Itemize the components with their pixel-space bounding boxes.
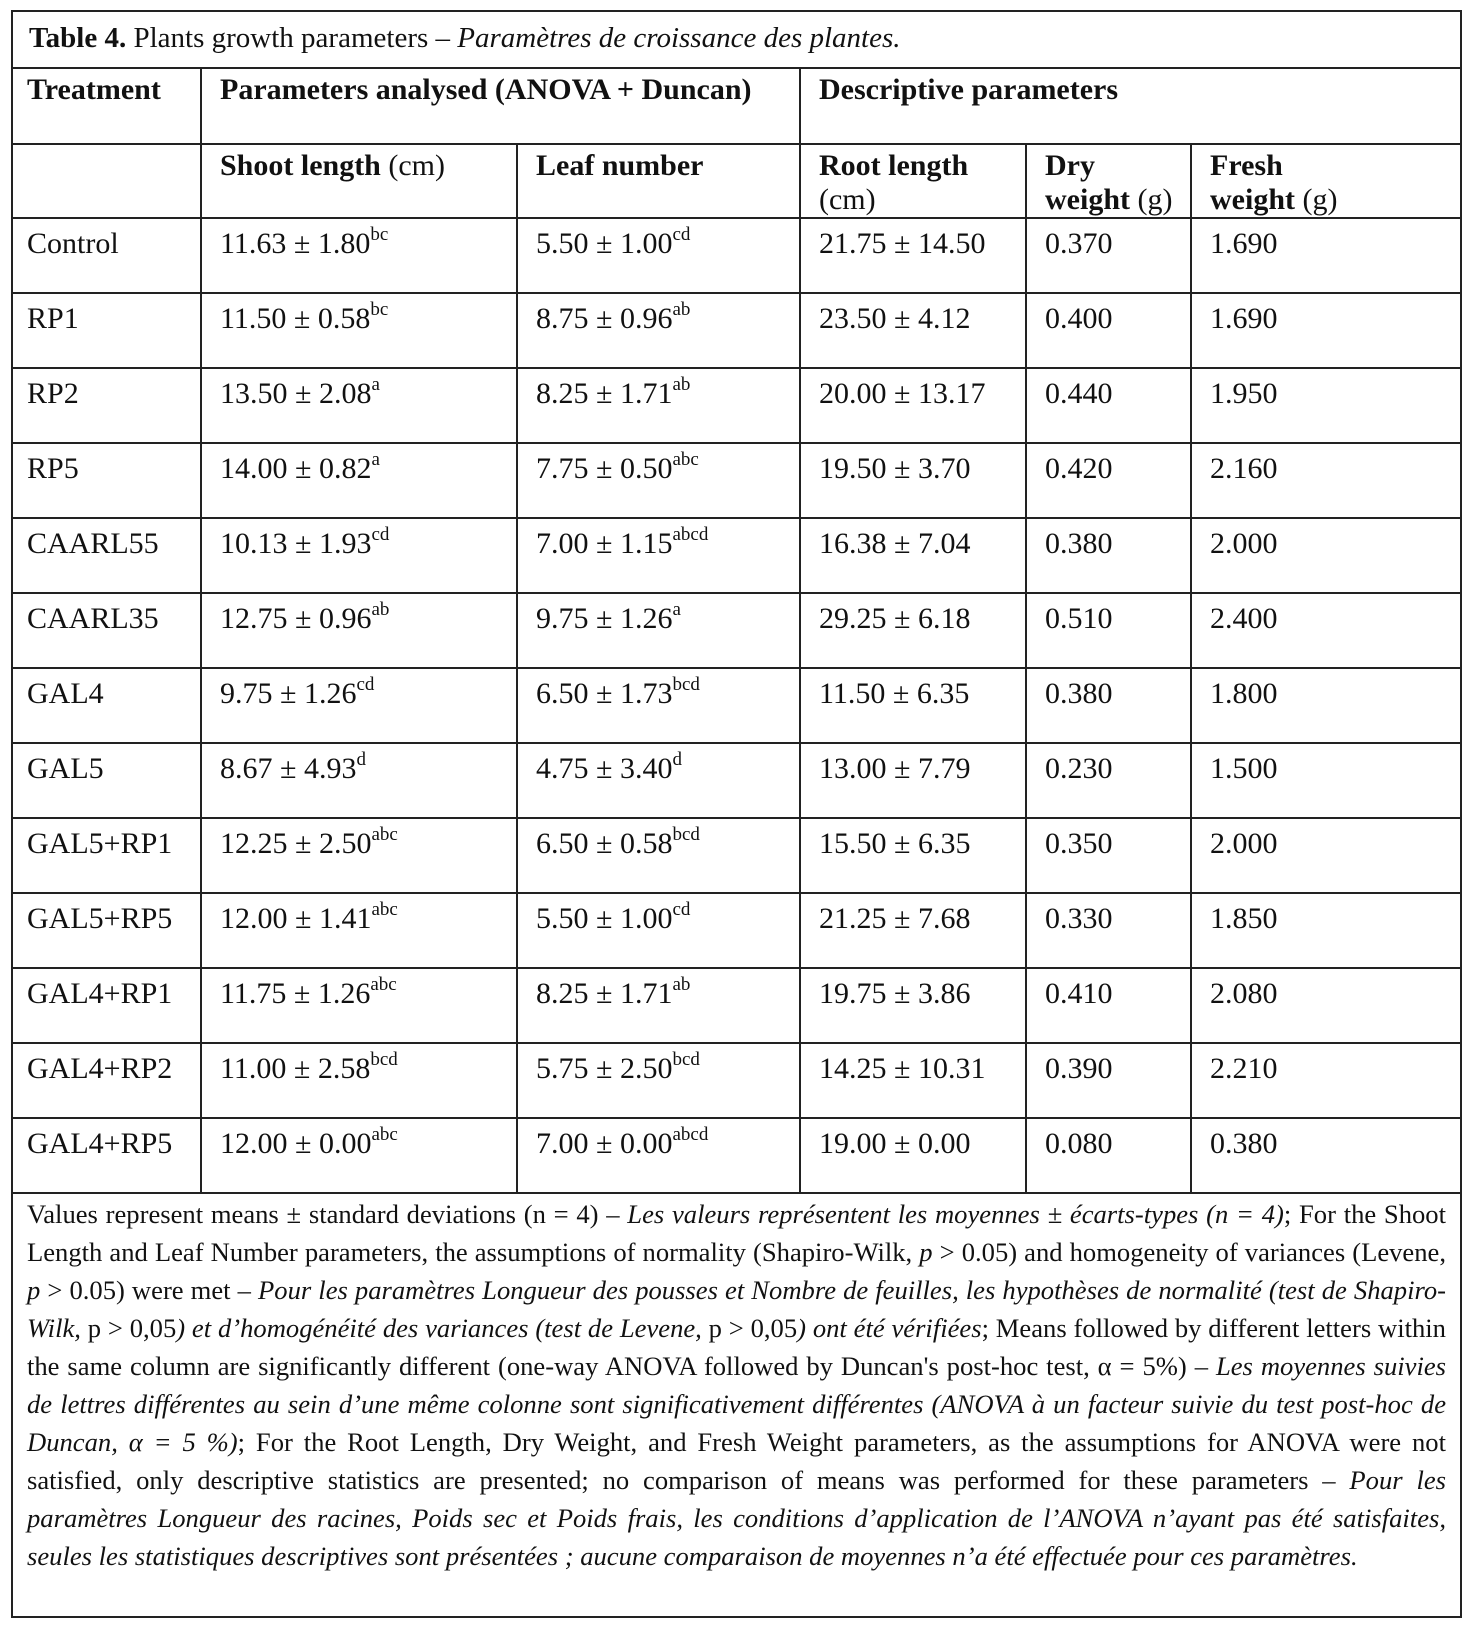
significance-letters: abcd bbox=[672, 1124, 709, 1145]
root-length-cell bbox=[800, 968, 1026, 1043]
leaf-number-name: Leaf number bbox=[536, 149, 704, 182]
treatment-subheader bbox=[13, 144, 201, 218]
shoot-length-unit: (cm) bbox=[380, 149, 446, 182]
treatment-cell-value: GAL5+RP5 bbox=[27, 902, 173, 935]
root-length-cell-value: 21.25 ± 7.68 bbox=[819, 902, 971, 935]
fresh-weight-cell-value: 1.690 bbox=[1210, 302, 1278, 335]
shoot-length-cell bbox=[201, 818, 517, 893]
significance-letters: bcd bbox=[672, 824, 700, 845]
dry-weight-cell-value: 0.380 bbox=[1045, 677, 1113, 710]
leaf-number-cell bbox=[517, 368, 800, 443]
treatment-cell-value: GAL4+RP1 bbox=[27, 977, 173, 1010]
root-length-cell-value: 15.50 ± 6.35 bbox=[819, 827, 971, 860]
treatment-cell-value: GAL5+RP1 bbox=[27, 827, 173, 860]
leaf-number-cell bbox=[517, 968, 800, 1043]
note-p-symbol: p bbox=[919, 1237, 933, 1267]
treatment-cell-value: CAARL35 bbox=[27, 602, 159, 635]
leaf-number-cell-value: 6.50 ± 1.73 bbox=[536, 677, 673, 710]
significance-letters: cd bbox=[672, 224, 691, 245]
dry-weight-name-1: Dry bbox=[1045, 149, 1095, 182]
note-text: > 0.05) were met – bbox=[40, 1275, 259, 1305]
shoot-length-cell-value: 12.00 ± 0.00 bbox=[220, 1127, 372, 1160]
root-length-cell bbox=[800, 593, 1026, 668]
significance-letters: d bbox=[672, 749, 682, 770]
note-text-fr: Les valeurs représentent les moyennes ± écarts-types (n = 4) bbox=[627, 1199, 1284, 1229]
fresh-weight-cell bbox=[1191, 743, 1460, 818]
root-length-header bbox=[800, 144, 1026, 218]
dry-weight-cell-value: 0.440 bbox=[1045, 377, 1113, 410]
shoot-length-cell bbox=[201, 443, 517, 518]
treatment-cell bbox=[13, 518, 201, 593]
significance-letters: bc bbox=[370, 224, 389, 245]
note-text: > 0.05) and homogeneity of variances (Levene, bbox=[932, 1237, 1446, 1267]
table-row bbox=[13, 1043, 1460, 1118]
root-length-cell bbox=[800, 293, 1026, 368]
significance-letters: cd bbox=[356, 674, 375, 695]
leaf-number-cell bbox=[517, 518, 800, 593]
treatment-cell-value: CAARL55 bbox=[27, 527, 159, 560]
dry-weight-cell-value: 0.350 bbox=[1045, 827, 1113, 860]
dry-weight-cell-value: 0.330 bbox=[1045, 902, 1113, 935]
dry-weight-cell-value: 0.370 bbox=[1045, 227, 1113, 260]
note-text-fr: Pour les paramètres Longueur des racines, Poids sec et Poids frais, les conditions d’application de l’ANOVA n’ayant pas été satisfaites, seules les statistiques descriptives sont présentées ; aucune comparaison de moyennes n’a été effectuée pour ces paramètres. bbox=[27, 1465, 1446, 1571]
significance-letters: abc bbox=[371, 824, 398, 845]
leaf-number-cell bbox=[517, 1043, 800, 1118]
significance-letters: ab bbox=[371, 599, 390, 620]
table-caption bbox=[29, 12, 901, 67]
fresh-weight-cell-value: 1.690 bbox=[1210, 227, 1278, 260]
root-length-cell-value: 19.75 ± 3.86 bbox=[819, 977, 971, 1010]
note-text-fr: ) ont été vérifiées bbox=[797, 1313, 982, 1343]
dry-weight-name-2: weight bbox=[1045, 183, 1130, 216]
leaf-number-cell bbox=[517, 593, 800, 668]
significance-letters: bcd bbox=[370, 1049, 398, 1070]
shoot-length-cell bbox=[201, 893, 517, 968]
fresh-weight-cell bbox=[1191, 893, 1460, 968]
fresh-weight-header bbox=[1191, 144, 1460, 218]
shoot-length-cell-value: 13.50 ± 2.08 bbox=[220, 377, 372, 410]
fresh-weight-name-2: weight bbox=[1210, 183, 1295, 216]
treatment-cell bbox=[13, 968, 201, 1043]
leaf-number-cell bbox=[517, 443, 800, 518]
treatment-header: Treatment bbox=[13, 68, 201, 144]
fresh-weight-cell-value: 1.950 bbox=[1210, 377, 1278, 410]
table-row bbox=[13, 593, 1460, 668]
fresh-weight-cell-value: 2.080 bbox=[1210, 977, 1278, 1010]
dry-weight-cell bbox=[1026, 518, 1191, 593]
dry-weight-cell-value: 0.380 bbox=[1045, 527, 1113, 560]
table-row bbox=[13, 743, 1460, 818]
root-length-cell-value: 14.25 ± 10.31 bbox=[819, 1052, 986, 1085]
dry-weight-header bbox=[1026, 144, 1191, 218]
shoot-length-cell-value: 14.00 ± 0.82 bbox=[220, 452, 372, 485]
table-row bbox=[13, 1118, 1460, 1193]
leaf-number-cell-value: 5.75 ± 2.50 bbox=[536, 1052, 673, 1085]
treatment-cell bbox=[13, 293, 201, 368]
significance-letters: ab bbox=[672, 299, 691, 320]
leaf-number-cell bbox=[517, 1118, 800, 1193]
table-frame bbox=[11, 10, 1462, 1618]
dry-weight-cell bbox=[1026, 593, 1191, 668]
significance-letters: ab bbox=[672, 374, 691, 395]
significance-letters: bcd bbox=[672, 1049, 700, 1070]
root-length-cell-value: 13.00 ± 7.79 bbox=[819, 752, 971, 785]
note-text-fr: ) et d’homogénéité des variances (test de Levene, bbox=[176, 1313, 709, 1343]
shoot-length-cell bbox=[201, 668, 517, 743]
anova-group-header: Parameters analysed (ANOVA + Duncan) bbox=[201, 68, 800, 144]
treatment-cell-value: GAL4+RP2 bbox=[27, 1052, 173, 1085]
note-text: ; Means followed by different letters within the same column are significantly different (one-way ANOVA followed by Duncan's post-hoc test, α = 5%) – bbox=[27, 1313, 1446, 1381]
root-length-cell bbox=[800, 668, 1026, 743]
caption-text-fr: Paramètres de croissance des plantes. bbox=[457, 22, 901, 54]
significance-letters: bc bbox=[370, 299, 389, 320]
treatment-cell bbox=[13, 593, 201, 668]
root-length-cell-value: 11.50 ± 6.35 bbox=[819, 677, 970, 710]
treatment-cell-value: RP2 bbox=[27, 377, 79, 410]
treatment-cell bbox=[13, 668, 201, 743]
treatment-cell-value: RP1 bbox=[27, 302, 79, 335]
root-length-cell bbox=[800, 218, 1026, 293]
treatment-cell bbox=[13, 443, 201, 518]
leaf-number-cell-value: 5.50 ± 1.00 bbox=[536, 227, 673, 260]
dry-weight-cell bbox=[1026, 1118, 1191, 1193]
fresh-weight-name-1: Fresh bbox=[1210, 149, 1283, 182]
leaf-number-cell-value: 8.75 ± 0.96 bbox=[536, 302, 673, 335]
table-row bbox=[13, 218, 1460, 293]
leaf-number-cell-value: 7.00 ± 1.15 bbox=[536, 527, 673, 560]
shoot-length-cell bbox=[201, 593, 517, 668]
fresh-weight-cell bbox=[1191, 593, 1460, 668]
leaf-number-cell-value: 8.25 ± 1.71 bbox=[536, 377, 673, 410]
shoot-length-cell-value: 12.00 ± 1.41 bbox=[220, 902, 372, 935]
fresh-weight-cell-value: 2.000 bbox=[1210, 827, 1278, 860]
significance-letters: a bbox=[672, 599, 681, 620]
table-row bbox=[13, 293, 1460, 368]
fresh-weight-cell-value: 2.000 bbox=[1210, 527, 1278, 560]
significance-letters: d bbox=[356, 749, 366, 770]
significance-letters: abc bbox=[371, 1124, 398, 1145]
fresh-weight-cell-value: 1.800 bbox=[1210, 677, 1278, 710]
leaf-number-cell bbox=[517, 743, 800, 818]
leaf-number-cell bbox=[517, 893, 800, 968]
treatment-cell-value: GAL4 bbox=[27, 677, 104, 710]
dry-weight-cell-value: 0.390 bbox=[1045, 1052, 1113, 1085]
caption-label: Table 4. bbox=[29, 22, 127, 54]
dry-weight-cell bbox=[1026, 968, 1191, 1043]
fresh-weight-cell-value: 1.500 bbox=[1210, 752, 1278, 785]
shoot-length-cell bbox=[201, 368, 517, 443]
note-text: ; For the Root Length, Dry Weight, and Fresh Weight parameters, as the assumptions for ANOVA were not satisfied, only descriptive statistics are presented; no comparison of means was performed for these parameters – bbox=[27, 1427, 1446, 1495]
treatment-cell-value: RP5 bbox=[27, 452, 79, 485]
descriptive-group-header: Descriptive parameters bbox=[800, 68, 1460, 144]
leaf-number-cell bbox=[517, 668, 800, 743]
table-row bbox=[13, 368, 1460, 443]
root-length-cell bbox=[800, 518, 1026, 593]
treatment-cell bbox=[13, 818, 201, 893]
significance-letters: abcd bbox=[672, 524, 709, 545]
dry-weight-cell bbox=[1026, 818, 1191, 893]
table-footnote bbox=[27, 1195, 1446, 1575]
significance-letters: a bbox=[371, 374, 380, 395]
treatment-cell bbox=[13, 368, 201, 443]
significance-letters: abc bbox=[370, 974, 397, 995]
fresh-weight-unit: (g) bbox=[1295, 183, 1338, 216]
note-text: Values represent means ± standard deviations (n = 4) – bbox=[27, 1199, 628, 1229]
leaf-number-cell-value: 9.75 ± 1.26 bbox=[536, 602, 673, 635]
fresh-weight-cell bbox=[1191, 443, 1460, 518]
root-length-cell-value: 19.50 ± 3.70 bbox=[819, 452, 971, 485]
dry-weight-cell bbox=[1026, 743, 1191, 818]
column-header-row bbox=[13, 144, 1460, 218]
treatment-cell bbox=[13, 218, 201, 293]
root-length-cell bbox=[800, 893, 1026, 968]
root-length-cell-value: 21.75 ± 14.50 bbox=[819, 227, 986, 260]
note-p-symbol: p bbox=[27, 1275, 41, 1305]
table-row bbox=[13, 518, 1460, 593]
leaf-number-cell-value: 5.50 ± 1.00 bbox=[536, 902, 673, 935]
shoot-length-cell bbox=[201, 743, 517, 818]
fresh-weight-cell-value: 1.850 bbox=[1210, 902, 1278, 935]
fresh-weight-cell-value: 0.380 bbox=[1210, 1127, 1278, 1160]
shoot-length-header bbox=[201, 144, 517, 218]
leaf-number-cell-value: 8.25 ± 1.71 bbox=[536, 977, 673, 1010]
fresh-weight-cell-value: 2.400 bbox=[1210, 602, 1278, 635]
table-row bbox=[13, 893, 1460, 968]
root-length-cell bbox=[800, 743, 1026, 818]
table-row bbox=[13, 443, 1460, 518]
table-row bbox=[13, 968, 1460, 1043]
shoot-length-cell bbox=[201, 1043, 517, 1118]
leaf-number-header bbox=[517, 144, 800, 218]
note-text: p > 0,05 bbox=[87, 1313, 177, 1343]
shoot-length-cell bbox=[201, 218, 517, 293]
treatment-cell-value: GAL4+RP5 bbox=[27, 1127, 173, 1160]
fresh-weight-cell bbox=[1191, 1043, 1460, 1118]
dry-weight-unit: (g) bbox=[1130, 183, 1173, 216]
note-text-fr: Pour les paramètres Longueur des pousses et Nombre de feuilles, les hypothèses de normalité (test de Shapiro-Wilk, bbox=[27, 1275, 1446, 1343]
fresh-weight-cell bbox=[1191, 368, 1460, 443]
dry-weight-cell-value: 0.510 bbox=[1045, 602, 1113, 635]
leaf-number-cell bbox=[517, 818, 800, 893]
leaf-number-cell-value: 4.75 ± 3.40 bbox=[536, 752, 673, 785]
significance-letters: cd bbox=[672, 899, 691, 920]
treatment-cell bbox=[13, 1118, 201, 1193]
fresh-weight-cell bbox=[1191, 518, 1460, 593]
treatment-cell-value: Control bbox=[27, 227, 119, 260]
root-length-cell bbox=[800, 1118, 1026, 1193]
dry-weight-cell bbox=[1026, 443, 1191, 518]
shoot-length-cell-value: 12.25 ± 2.50 bbox=[220, 827, 372, 860]
fresh-weight-cell-value: 2.160 bbox=[1210, 452, 1278, 485]
root-length-cell bbox=[800, 443, 1026, 518]
dry-weight-cell-value: 0.400 bbox=[1045, 302, 1113, 335]
dry-weight-cell bbox=[1026, 668, 1191, 743]
root-length-cell-value: 20.00 ± 13.17 bbox=[819, 377, 986, 410]
significance-letters: abc bbox=[371, 899, 398, 920]
fresh-weight-cell bbox=[1191, 968, 1460, 1043]
fresh-weight-cell bbox=[1191, 218, 1460, 293]
note-text: p > 0,05 bbox=[708, 1313, 798, 1343]
dry-weight-cell-value: 0.420 bbox=[1045, 452, 1113, 485]
root-length-cell-value: 19.00 ± 0.00 bbox=[819, 1127, 971, 1160]
leaf-number-cell-value: 7.00 ± 0.00 bbox=[536, 1127, 673, 1160]
treatment-cell bbox=[13, 893, 201, 968]
shoot-length-cell-value: 11.50 ± 0.58 bbox=[220, 302, 371, 335]
leaf-number-cell-value: 6.50 ± 0.58 bbox=[536, 827, 673, 860]
fresh-weight-cell bbox=[1191, 1118, 1460, 1193]
root-length-cell-value: 29.25 ± 6.18 bbox=[819, 602, 971, 635]
root-length-cell bbox=[800, 818, 1026, 893]
table-body bbox=[13, 68, 1460, 1193]
leaf-number-cell bbox=[517, 293, 800, 368]
dry-weight-cell bbox=[1026, 293, 1191, 368]
shoot-length-cell-value: 12.75 ± 0.96 bbox=[220, 602, 372, 635]
root-length-cell bbox=[800, 1043, 1026, 1118]
group-header-row bbox=[13, 68, 1460, 144]
shoot-length-cell-value: 11.63 ± 1.80 bbox=[220, 227, 371, 260]
significance-letters: cd bbox=[371, 524, 390, 545]
treatment-cell-value: GAL5 bbox=[27, 752, 104, 785]
dry-weight-cell-value: 0.230 bbox=[1045, 752, 1113, 785]
shoot-length-cell bbox=[201, 968, 517, 1043]
shoot-length-cell bbox=[201, 1118, 517, 1193]
root-length-unit: (cm) bbox=[819, 183, 876, 216]
growth-parameters-table bbox=[13, 67, 1460, 1194]
leaf-number-cell bbox=[517, 218, 800, 293]
significance-letters: bcd bbox=[672, 674, 700, 695]
root-length-cell-value: 16.38 ± 7.04 bbox=[819, 527, 971, 560]
dry-weight-cell bbox=[1026, 368, 1191, 443]
caption-text-en: Plants growth parameters – bbox=[126, 22, 458, 54]
significance-letters: a bbox=[371, 449, 380, 470]
dry-weight-cell bbox=[1026, 893, 1191, 968]
shoot-length-cell-value: 8.67 ± 4.93 bbox=[220, 752, 357, 785]
dry-weight-cell bbox=[1026, 1043, 1191, 1118]
note-text: ; For the Shoot Length and Leaf Number parameters, the assumptions of normality (Shapiro-Wilk, bbox=[27, 1199, 1446, 1267]
shoot-length-cell bbox=[201, 293, 517, 368]
shoot-length-name: Shoot length bbox=[220, 149, 381, 182]
fresh-weight-cell bbox=[1191, 668, 1460, 743]
dry-weight-cell bbox=[1026, 218, 1191, 293]
shoot-length-cell-value: 10.13 ± 1.93 bbox=[220, 527, 372, 560]
shoot-length-cell-value: 11.00 ± 2.58 bbox=[220, 1052, 371, 1085]
treatment-cell bbox=[13, 1043, 201, 1118]
root-length-cell bbox=[800, 368, 1026, 443]
root-length-name: Root length bbox=[819, 149, 969, 182]
table-row bbox=[13, 818, 1460, 893]
root-length-cell-value: 23.50 ± 4.12 bbox=[819, 302, 971, 335]
significance-letters: ab bbox=[672, 974, 691, 995]
significance-letters: abc bbox=[672, 449, 699, 470]
shoot-length-cell-value: 11.75 ± 1.26 bbox=[220, 977, 371, 1010]
shoot-length-cell-value: 9.75 ± 1.26 bbox=[220, 677, 357, 710]
treatment-cell bbox=[13, 743, 201, 818]
shoot-length-cell bbox=[201, 518, 517, 593]
leaf-number-cell-value: 7.75 ± 0.50 bbox=[536, 452, 673, 485]
table-row bbox=[13, 668, 1460, 743]
dry-weight-cell-value: 0.410 bbox=[1045, 977, 1113, 1010]
fresh-weight-cell bbox=[1191, 818, 1460, 893]
dry-weight-cell-value: 0.080 bbox=[1045, 1127, 1113, 1160]
note-text-fr: Les moyennes suivies de lettres différentes au sein d’une même colonne sont significativement différentes (ANOVA à un facteur suivie du test post-hoc de Duncan, α = 5 %) bbox=[27, 1351, 1446, 1457]
fresh-weight-cell-value: 2.210 bbox=[1210, 1052, 1278, 1085]
fresh-weight-cell bbox=[1191, 293, 1460, 368]
